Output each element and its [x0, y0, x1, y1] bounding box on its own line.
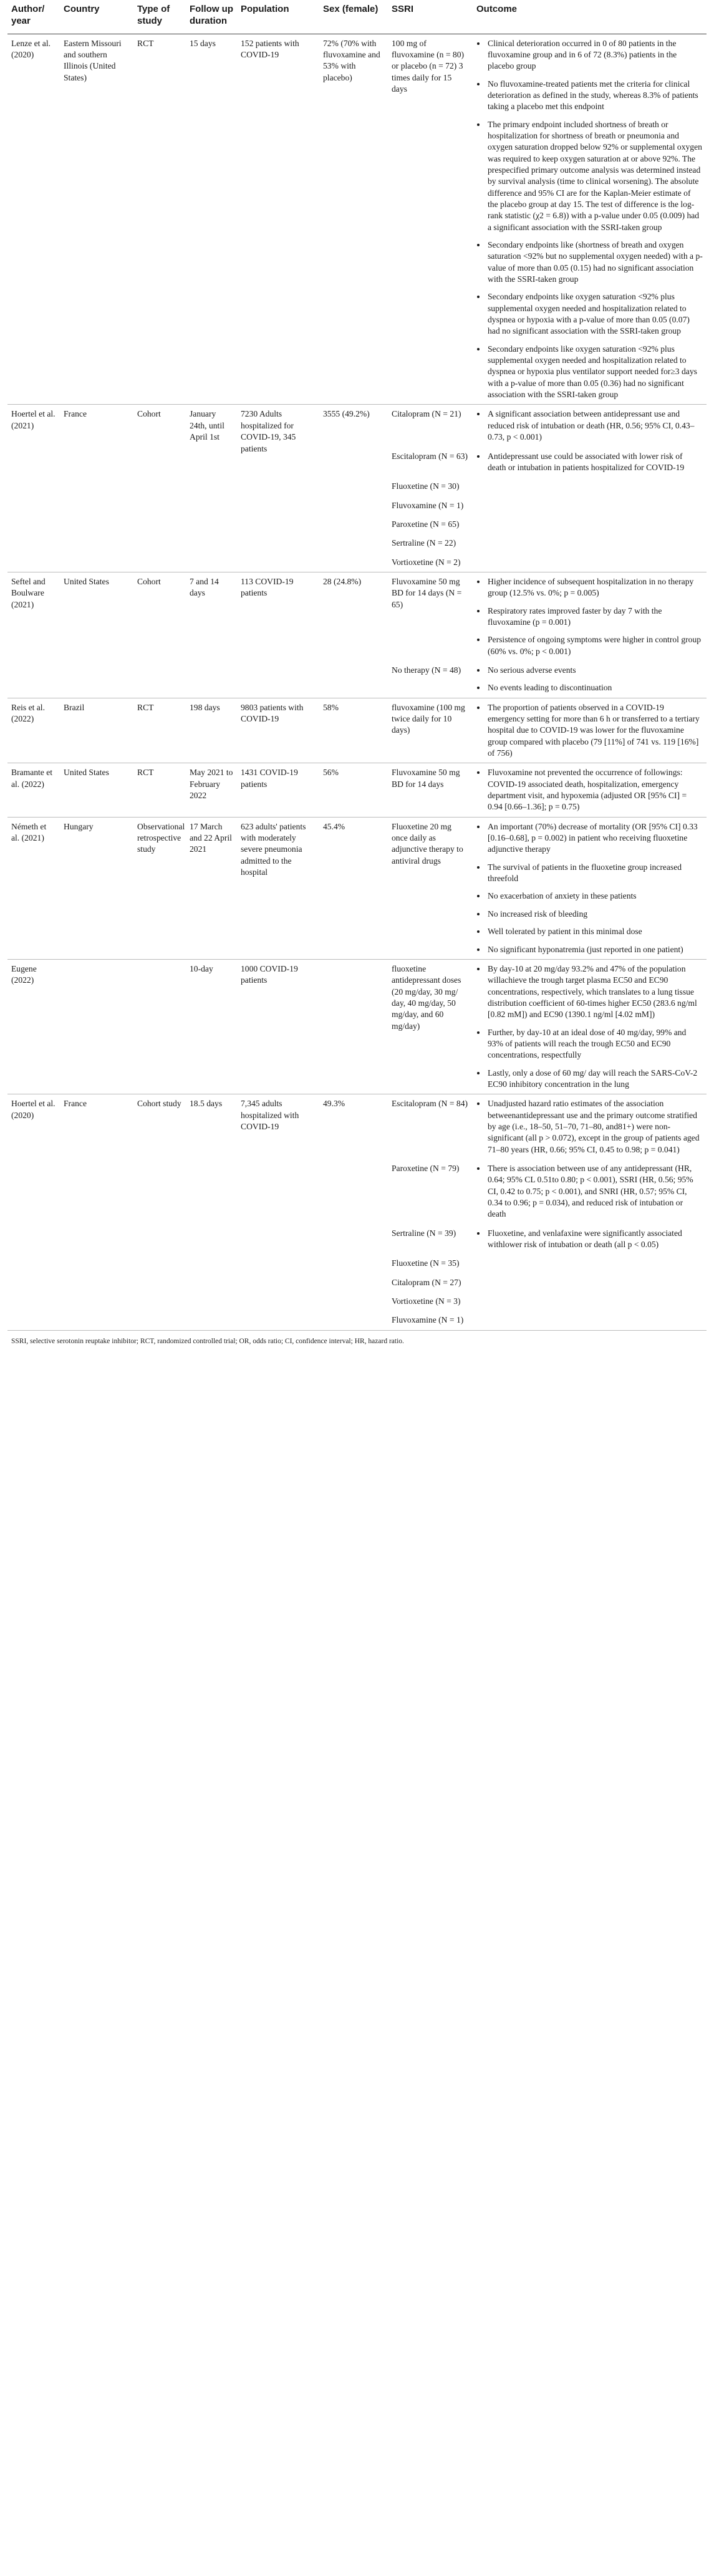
- outcome-item: • Secondary endpoints like oxygen saturation <92% plus supplemental oxygen needed and hospitalization related to dyspnea or hypoxia with a p-value of more than 0.05 (0.07) had no significant association with the SSRI-taken group: [486, 291, 703, 337]
- outcome-item: • Further, by day-10 at an ideal dose of 40 mg/day, 99% and 93% of patients will reach the trough EC50 and EC90 concentrations, respectfully: [486, 1027, 703, 1061]
- study-sex-female: 72% (70% with fluvoxamine and 53% with placebo): [319, 34, 388, 405]
- outcome-item: • Secondary endpoints like (shortness of breath and oxygen saturation <92% but no supplemental oxygen needed) with a p-value of more than 0.05 (0.15) had no significant association with the SSRI-taken group: [486, 239, 703, 285]
- study-sex-female: 56%: [319, 763, 388, 817]
- study-ssri: Citalopram (N = 21): [392, 409, 461, 419]
- column-header-type: Type of study: [133, 0, 186, 34]
- study-followup: 17 March and 22 April 2021: [186, 817, 237, 959]
- table-row: [7, 405, 707, 447]
- study-author: Hoertel et al. (2021): [7, 405, 60, 572]
- outcome-item: • The primary endpoint included shortness of breath or hospitalization for shortness of breath or pneumonia and oxygen saturation dropped below 92% or supplemental oxygen was required to keep oxygen saturation at or above 92%. The prespecified primary outcome analysis was determined instead by survival analysis (time to clinical worsening). The absolute difference and 95% CI are for the Kaplan-Meier estimate of the placebo group at day 15. The test of difference is the log-rank statistic (χ2 = 6.8)) with a p-value under 0.05 (0.009) had a significant association with the SSRI-taken group: [486, 119, 703, 233]
- study-outcome: [473, 1273, 707, 1292]
- study-sex-female: 58%: [319, 698, 388, 763]
- study-ssri: Escitalopram (N = 84): [392, 1099, 468, 1109]
- study-ssri: Vortioxetine (N = 3): [392, 1296, 461, 1306]
- study-author: Bramante et al. (2022): [7, 763, 60, 817]
- column-header-country: Country: [60, 0, 133, 34]
- study-sex-female: 3555 (49.2%): [319, 405, 388, 572]
- study-outcome: [473, 405, 707, 447]
- study-ssri: Citalopram (N = 27): [392, 1277, 461, 1287]
- study-country: Eastern Missouri and southern Illinois (United States): [60, 34, 133, 405]
- study-population: 7230 Adults hospitalized for COVID-19, 345 patients: [237, 405, 319, 572]
- study-type: Cohort: [133, 405, 186, 572]
- study-ssri: Vortioxetine (N = 2): [388, 553, 473, 572]
- study-outcome: [473, 572, 707, 661]
- study-country: France: [60, 405, 133, 572]
- outcome-item: • There is association between use of any antidepressant (HR, 0.64; 95% CL 0.51to 0.80; p < 0.001), SSRI (HR, 0.56; 95% CI, 0.42 to 0.75; p < 0.001), and SNRI (HR, 0.57; 95% CI, 0.34 to 0.96; p = 0.034), and reduced risk of intubation or death: [486, 1163, 703, 1220]
- column-header-ssri: SSRI: [388, 0, 473, 34]
- outcome-item: • By day-10 at 20 mg/day 93.2% and 47% of the population willachieve the trough target plasma EC50 and EC90 concentrations, respectively, which translates to a lung tissue distribution coefficient of 60-times higher EC50 (283.6 ng/ml [0.82 mM]) and EC90 (1390.1 ng/ml [4.02 mM]): [486, 963, 703, 1021]
- study-outcome: [473, 1292, 707, 1311]
- study-sex-female: 28 (24.8%): [319, 572, 388, 698]
- study-ssri: Fluoxetine 20 mg once daily as adjunctive therapy to antiviral drugs: [388, 817, 473, 959]
- study-author: Németh et al. (2021): [7, 817, 60, 959]
- outcome-item: • No events leading to discontinuation: [486, 682, 703, 693]
- outcome-item: • No increased risk of bleeding: [486, 909, 703, 920]
- outcome-item: • Secondary endpoints like oxygen saturation <92% plus supplemental oxygen needed and hospitalization related to dyspnea or hypoxia plus ventilator support needed for≥3 days with a p-value of more than 0.05 (0.36) had no significant association with the SSRI-taken group: [486, 344, 703, 401]
- study-outcome: [473, 1224, 707, 1255]
- study-sex-female: 49.3%: [319, 1094, 388, 1331]
- outcome-list: [476, 1228, 703, 1251]
- outcome-item: • A significant association between antidepressant use and reduced risk of intubation or death (HR, 0.56; 95% CI, 0.43–0.73, p < 0.001): [486, 408, 703, 443]
- outcome-list: [476, 963, 703, 1090]
- outcome-item: • Clinical deterioration occurred in 0 of 80 patients in the fluvoxamine group and in 6 of 72 (8.3%) patients in the placebo group: [486, 38, 703, 72]
- study-ssri: Fluvoxamine 50 mg BD for 14 days (N = 65): [392, 576, 462, 609]
- study-outcome: [473, 1159, 707, 1224]
- table-row: [7, 698, 707, 763]
- study-type: Cohort: [133, 572, 186, 698]
- outcome-item: • Well tolerated by patient in this minimal dose: [486, 926, 703, 937]
- table-row: [7, 34, 707, 405]
- study-outcome: [473, 534, 707, 552]
- outcome-list: [476, 451, 703, 474]
- study-outcome: [473, 1254, 707, 1273]
- outcome-list: [476, 665, 703, 694]
- study-country: United States: [60, 572, 133, 698]
- outcome-list: [476, 821, 703, 955]
- study-outcome: [473, 447, 707, 478]
- column-header-outcome: Outcome: [473, 0, 707, 34]
- study-ssri: Sertraline (N = 22): [392, 538, 456, 548]
- study-author: Lenze et al. (2020): [7, 34, 60, 405]
- outcome-list: [476, 38, 703, 401]
- study-outcome: [473, 477, 707, 496]
- study-outcome: [473, 1094, 707, 1159]
- study-ssri: Paroxetine (N = 79): [392, 1164, 460, 1173]
- table-row: [7, 817, 707, 959]
- study-population: 9803 patients with COVID-19: [237, 698, 319, 763]
- study-ssri: Fluvoxamine 50 mg BD for 14 days: [388, 763, 473, 817]
- study-followup: January 24th, until April 1st: [186, 405, 237, 572]
- study-followup: May 2021 to February 2022: [186, 763, 237, 817]
- table-container: [7, 0, 707, 1351]
- study-ssri: Paroxetine (N = 65): [392, 519, 460, 529]
- table-row: [7, 1094, 707, 1159]
- study-country: [60, 959, 133, 1094]
- study-outcome: [473, 959, 707, 1094]
- study-ssri: Fluoxetine (N = 30): [392, 481, 460, 491]
- study-country: France: [60, 1094, 133, 1331]
- study-population: 152 patients with COVID-19: [237, 34, 319, 405]
- study-sex-female: 45.4%: [319, 817, 388, 959]
- outcome-item: • No serious adverse events: [486, 665, 703, 676]
- study-ssri: Fluoxetine (N = 35): [392, 1258, 460, 1268]
- study-type: RCT: [133, 763, 186, 817]
- outcome-item: • Fluvoxamine not prevented the occurrence of followings: COVID-19 associated death, hospitalization, emergency department visit, and hypoxemia (adjusted OR [95% CI] = 0.94 [0.66–1.36]; p = 0.75): [486, 767, 703, 813]
- study-ssri: fluoxetine antidepressant doses (20 mg/day, 30 mg/ day, 40 mg/day, 50 mg/day, and 60 mg/day): [388, 959, 473, 1094]
- table-footnote: SSRI, selective serotonin reuptake inhibitor; RCT, randomized controlled trial; OR, odds ratio; CI, confidence interval; HR, hazard ratio.: [11, 1337, 404, 1345]
- outcome-item: • The proportion of patients observed in a COVID-19 emergency setting for more than 6 h or transferred to a tertiary hospital due to COVID-19 was lower for the fluvoxamine group compared with placebo (79 [11%] of 741 vs. 119 [16%] of 756): [486, 702, 703, 760]
- outcome-item: • Higher incidence of subsequent hospitalization in no therapy group (12.5% vs. 0%; p = 0.005): [486, 576, 703, 599]
- outcome-item: • Fluoxetine, and venlafaxine were significantly associated withlower risk of intubation or death (all p < 0.05): [486, 1228, 703, 1251]
- outcome-item: • Respiratory rates improved faster by day 7 with the fluvoxamine (p = 0.001): [486, 605, 703, 629]
- column-header-population: Population: [237, 0, 319, 34]
- study-type: [133, 959, 186, 1094]
- column-header-followup: Follow up duration: [186, 0, 237, 34]
- outcome-list: [476, 767, 703, 813]
- study-outcome: [473, 763, 707, 817]
- outcome-item: • An important (70%) decrease of mortality (OR [95% CI] 0.33 [0.16–0.68], p = 0.002) in patient who receiving fluoxetine adjunctive therapy: [486, 821, 703, 856]
- study-type: RCT: [133, 698, 186, 763]
- study-followup: 198 days: [186, 698, 237, 763]
- study-country: Hungary: [60, 817, 133, 959]
- outcome-item: • Lastly, only a dose of 60 mg/ day will reach the SARS-CoV-2 EC90 inhibitory concentration in the lung: [486, 1068, 703, 1091]
- study-followup: 18.5 days: [186, 1094, 237, 1331]
- outcome-item: • No exacerbation of anxiety in these patients: [486, 890, 703, 902]
- study-country: Brazil: [60, 698, 133, 763]
- study-author: Seftel and Boulware (2021): [7, 572, 60, 698]
- outcome-item: • No fluvoxamine-treated patients met the criteria for clinical deterioration as defined in the study, whereas 8.3% of patients taking a placebo met this endpoint: [486, 79, 703, 113]
- outcome-item: • Persistence of ongoing symptoms were higher in control group (60% vs. 0%; p < 0.001): [486, 634, 703, 657]
- study-ssri: Fluvoxamine (N = 1): [392, 500, 464, 510]
- outcome-item: • The survival of patients in the fluoxetine group increased threefold: [486, 862, 703, 885]
- study-population: 1431 COVID-19 patients: [237, 763, 319, 817]
- study-outcome: [473, 817, 707, 959]
- header-row: [7, 0, 707, 34]
- study-outcome: [473, 496, 707, 515]
- study-ssri: fluvoxamine (100 mg twice daily for 10 days): [388, 698, 473, 763]
- ssri-studies-table: [7, 0, 707, 1331]
- study-type: RCT: [133, 34, 186, 405]
- study-outcome: [473, 661, 707, 698]
- outcome-list: [476, 1163, 703, 1220]
- study-outcome: [473, 34, 707, 405]
- study-outcome: [473, 515, 707, 534]
- study-country: United States: [60, 763, 133, 817]
- study-population: 623 adults' patients with moderately severe pneumonia admitted to the hospital: [237, 817, 319, 959]
- column-header-sex: Sex (female): [319, 0, 388, 34]
- table-row: [7, 572, 707, 661]
- study-followup: 10-day: [186, 959, 237, 1094]
- study-followup: 15 days: [186, 34, 237, 405]
- table-header: [7, 0, 707, 34]
- study-author: Hoertel et al. (2020): [7, 1094, 60, 1331]
- study-ssri: No therapy (N = 48): [388, 661, 473, 698]
- study-outcome: [473, 698, 707, 763]
- study-outcome: [473, 553, 707, 572]
- outcome-list: [476, 408, 703, 443]
- outcome-item: • No significant hyponatremia (just reported in one patient): [486, 944, 703, 955]
- study-type: Cohort study: [133, 1094, 186, 1331]
- table-body: [7, 34, 707, 1330]
- study-type: Observational retrospective study: [133, 817, 186, 959]
- study-author: Eugene (2022): [7, 959, 60, 1094]
- study-ssri: Fluvoxamine (N = 1): [388, 1311, 473, 1330]
- column-header-author: Author/ year: [7, 0, 60, 34]
- table-row: [7, 763, 707, 817]
- study-population: 1000 COVID-19 patients: [237, 959, 319, 1094]
- outcome-list: [476, 576, 703, 657]
- outcome-item: • Unadjusted hazard ratio estimates of the association betweenantidepressant use and the primary outcome stratified by age (i.e., 18–50, 51–70, 71–80, and81+) were non-significant (all p > 0.072), except in the group of patients aged 71–80 years (HR, 0.66; 95% CI, 0.45 to 0.98; p = 0.041): [486, 1098, 703, 1155]
- study-outcome: [473, 1311, 707, 1330]
- study-ssri: 100 mg of fluvoxamine (n = 80) or placebo (n = 72) 3 times daily for 15 days: [388, 34, 473, 405]
- study-followup: 7 and 14 days: [186, 572, 237, 698]
- study-population: 113 COVID-19 patients: [237, 572, 319, 698]
- study-ssri: Escitalopram (N = 63): [392, 451, 468, 461]
- outcome-list: [476, 702, 703, 760]
- study-author: Reis et al. (2022): [7, 698, 60, 763]
- study-population: 7,345 adults hospitalized with COVID-19: [237, 1094, 319, 1331]
- study-sex-female: [319, 959, 388, 1094]
- study-ssri: Sertraline (N = 39): [392, 1228, 456, 1238]
- outcome-item: • Antidepressant use could be associated with lower risk of death or intubation in patients hospitalized for COVID-19: [486, 451, 703, 474]
- table-row: [7, 959, 707, 1094]
- outcome-list: [476, 1098, 703, 1155]
